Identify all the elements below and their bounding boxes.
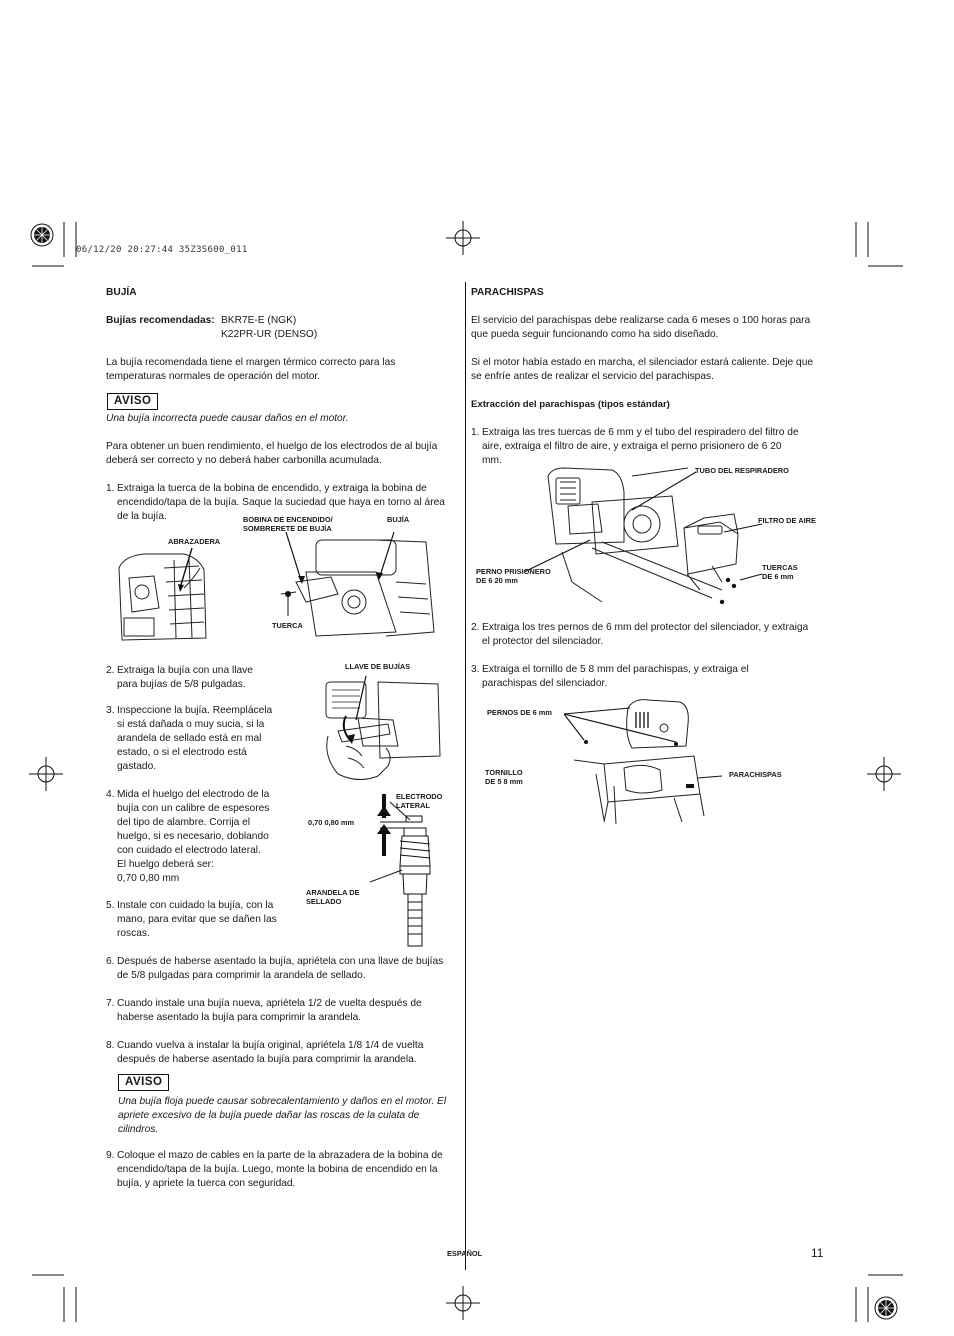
- label-bujia: BUJÍA: [387, 515, 410, 524]
- spark-arrester-illustration: [564, 694, 724, 826]
- spark-plug-gap-illustration: [370, 786, 443, 951]
- subsection-title: Extracción del parachispas (tipos estándar): [471, 399, 670, 410]
- label-parachispas: PARACHISPAS: [729, 770, 782, 779]
- gap-paragraph: Para obtener un buen rendimiento, el huelgo de los electrodos de al bujía deberá ser correcto y no deberá haber carbonilla acumulada.: [106, 441, 438, 466]
- label-filtro: FILTRO DE AIRE: [758, 516, 816, 525]
- spark-plug-wrench-illustration: [318, 676, 448, 788]
- parachispas-paragraph: Si el motor había estado en marcha, el silenciador estará caliente. Deje que se enfríe antes de realizar el servicio del parachispas.: [471, 357, 814, 382]
- label-gap: 0,70 0,80 mm: [308, 818, 355, 827]
- recommended-value: BKR7E-E (NGK): [221, 315, 297, 326]
- registration-target-icon: [875, 1297, 897, 1319]
- aviso-badge: AVISO: [118, 1074, 169, 1091]
- engine-clamp-illustration: [114, 548, 229, 650]
- label-tornillo: TORNILLO DE 5 8 mm: [485, 768, 523, 786]
- section-title-parachispas: PARACHISPAS: [471, 287, 544, 298]
- parachispas-paragraph: El servicio del parachispas debe realizarse cada 6 meses o 100 horas para que pueda seguir funcionando como ha sido diseñado.: [471, 315, 811, 340]
- registration-target-icon: [31, 224, 53, 246]
- aviso-text: Una bujía incorrecta puede causar daños en el motor.: [106, 413, 349, 424]
- recommended-label: Bujías recomendadas:: [106, 315, 215, 326]
- aviso-text: Una bujía floja puede causar sobrecalentamiento y daños en el motor. El apriete excesivo de la bujía puede dañar las roscas de la culata de cilindros.: [118, 1096, 447, 1135]
- aviso-badge: AVISO: [107, 393, 158, 410]
- label-pernos6: PERNOS DE 6 mm: [487, 708, 552, 717]
- print-timestamp: 06/12/20 20:27:44 35Z3S600_011: [76, 245, 248, 255]
- label-electrodo: ELECTRODO LATERAL: [396, 792, 443, 810]
- air-filter-removal-illustration: [472, 462, 772, 616]
- recommended-value: K22PR-UR (DENSO): [221, 329, 318, 340]
- label-tubo: TUBO DEL RESPIRADERO: [695, 466, 789, 475]
- footer-language: ESPAÑOL: [447, 1249, 483, 1258]
- label-tuercas: TUERCAS DE 6 mm: [762, 563, 798, 581]
- label-bobina: BOBINA DE ENCENDIDO/ SOMBRERETE DE BUJÍA: [243, 515, 333, 533]
- label-arandela: ARANDELA DE SELLADO: [306, 888, 360, 906]
- label-abrazadera: ABRAZADERA: [168, 537, 221, 546]
- section-title-bujia: BUJÍA: [106, 287, 137, 298]
- label-perno: PERNO PRISIONERO DE 6 20 mm: [476, 567, 551, 585]
- intro-paragraph: La bujía recomendada tiene el margen térmico correcto para las temperaturas normales de operación del motor.: [106, 357, 396, 382]
- label-tuerca: TUERCA: [272, 621, 303, 630]
- page-number: 11: [811, 1246, 824, 1260]
- column-divider: [465, 282, 466, 1270]
- label-llave: LLAVE DE BUJÍAS: [345, 662, 411, 671]
